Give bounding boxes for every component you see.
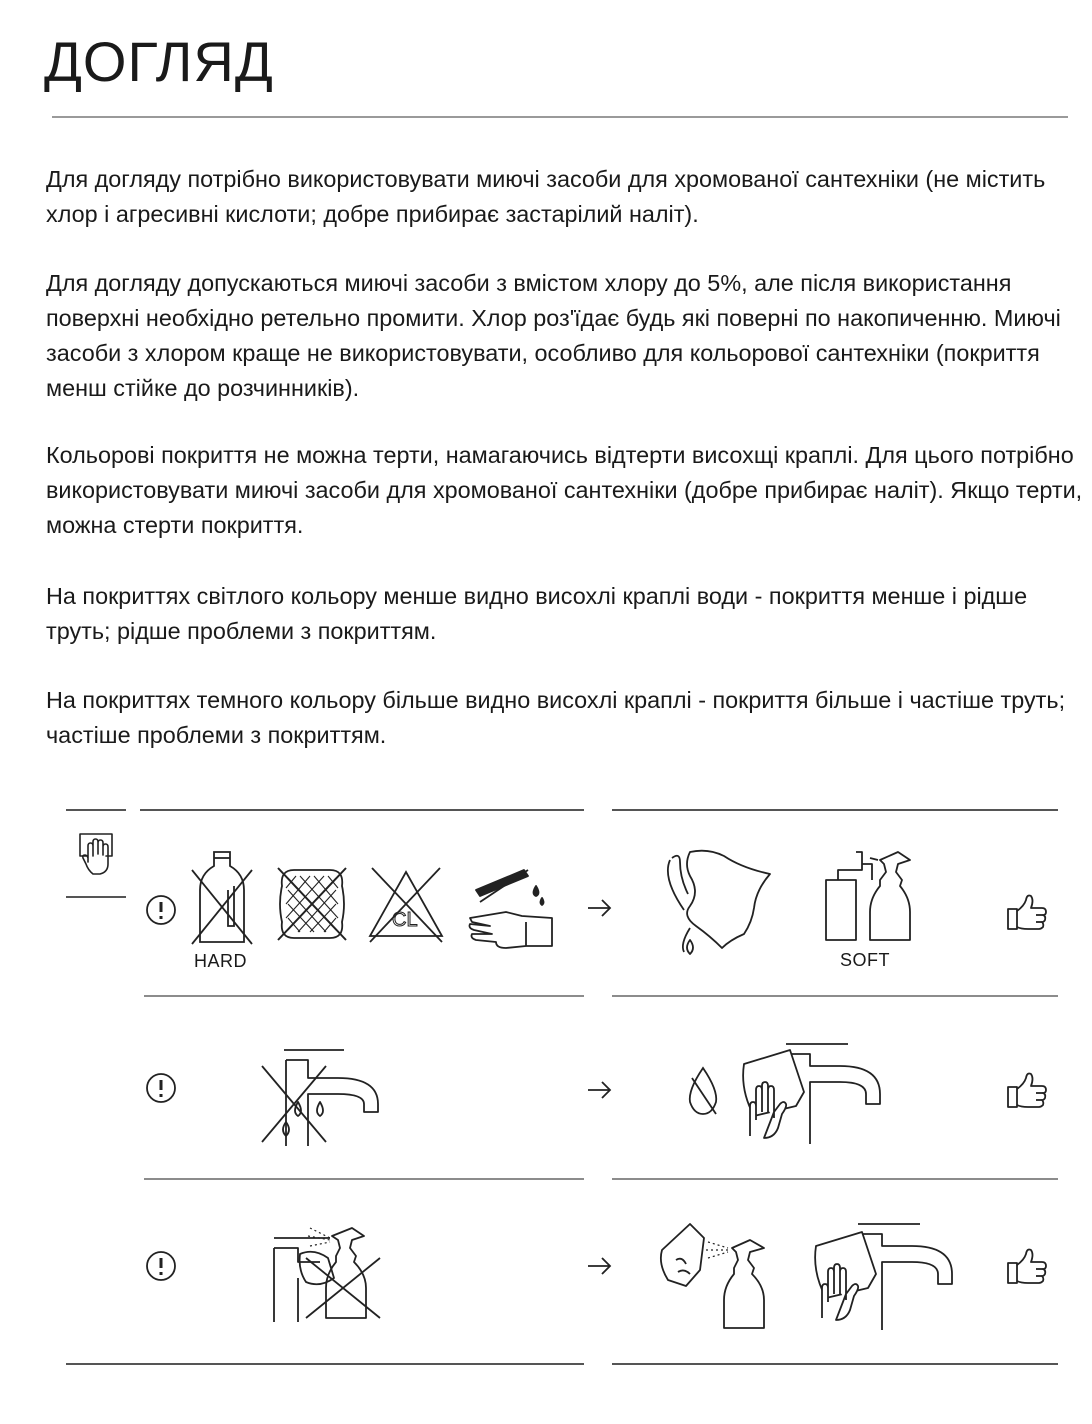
diagram-rule <box>66 1363 584 1365</box>
spray-faucet-crossed-icon <box>270 1222 390 1322</box>
warning-icon <box>145 894 177 926</box>
row-divider <box>144 995 584 997</box>
cloth-icon <box>660 848 772 964</box>
diagram-rule <box>66 896 126 898</box>
arrow-right-icon <box>587 898 613 918</box>
paragraph-5: На покриттях темного кольору більше видно висохлі краплі - покриття більше і частіше труть; частіше проблеми з покриттям. <box>46 687 1066 748</box>
arrow-right-icon <box>587 1080 613 1100</box>
title-divider <box>52 116 1068 118</box>
hard-label: HARD <box>194 951 248 971</box>
hand-cloth-icon <box>78 832 114 876</box>
sponge-crossed-icon <box>276 866 348 942</box>
spray-cloth-icon <box>656 1220 776 1332</box>
diagram-rule <box>66 809 126 811</box>
paragraph-4: На покриттях світлого кольору менше видно висохлі краплі води - покриття менше і рідше труть; рідше проблеми з покриттям. <box>46 583 1028 644</box>
paragraph-2: Для догляду допускаються миючі засоби з вмістом хлору до 5%, але після використання поверхні необхідно ретельно промити. Хлор роз'їдає будь які поверні по накопиченню. Миючі засоби з хлором краще не використовувати, особливо для кольорової сантехніки (покриття менш стійке до розчинників). <box>46 270 1061 401</box>
soft-cleaner-icon <box>822 850 914 944</box>
faucet-drops-crossed-icon <box>258 1046 384 1146</box>
paragraph-3: Кольорові покриття не можна терти, намагаючись відтерти висохщі краплі. Для цього потрібно використовувати миючі засоби для хромованої сантехніки (добре прибирає наліт). Якщо терти, можна стерти покриття. <box>46 442 1083 538</box>
diagram-rule <box>612 809 1058 811</box>
svg-text:CL: CL <box>392 909 418 931</box>
drop-crossed-icon <box>686 1064 720 1118</box>
bottle-crossed-icon <box>190 850 254 946</box>
diagram-rule <box>140 809 584 811</box>
diagram-rule <box>612 1363 1058 1365</box>
wipe-faucet-icon <box>808 1220 956 1330</box>
arrow-right-icon <box>587 1256 613 1276</box>
page-title: ДОГЛЯД <box>44 30 274 93</box>
thumbs-up-icon <box>1006 892 1048 932</box>
row-divider <box>612 995 1058 997</box>
soft-label: SOFT <box>840 950 890 970</box>
paragraph-1: Для догляду потрібно використовувати миючі засоби для хромованої сантехніки (не містить хлор і агресивні кислоти; добре прибирає застарілий наліт). <box>46 166 1046 227</box>
chlorine-crossed-icon <box>366 864 446 944</box>
warning-icon <box>145 1072 177 1104</box>
row-divider <box>144 1178 584 1180</box>
thumbs-up-icon <box>1006 1070 1048 1110</box>
row-divider <box>612 1178 1058 1180</box>
wipe-faucet-icon <box>734 1040 884 1144</box>
thumbs-up-icon <box>1006 1246 1048 1286</box>
acid-hand-icon <box>466 866 558 950</box>
warning-icon <box>145 1250 177 1282</box>
